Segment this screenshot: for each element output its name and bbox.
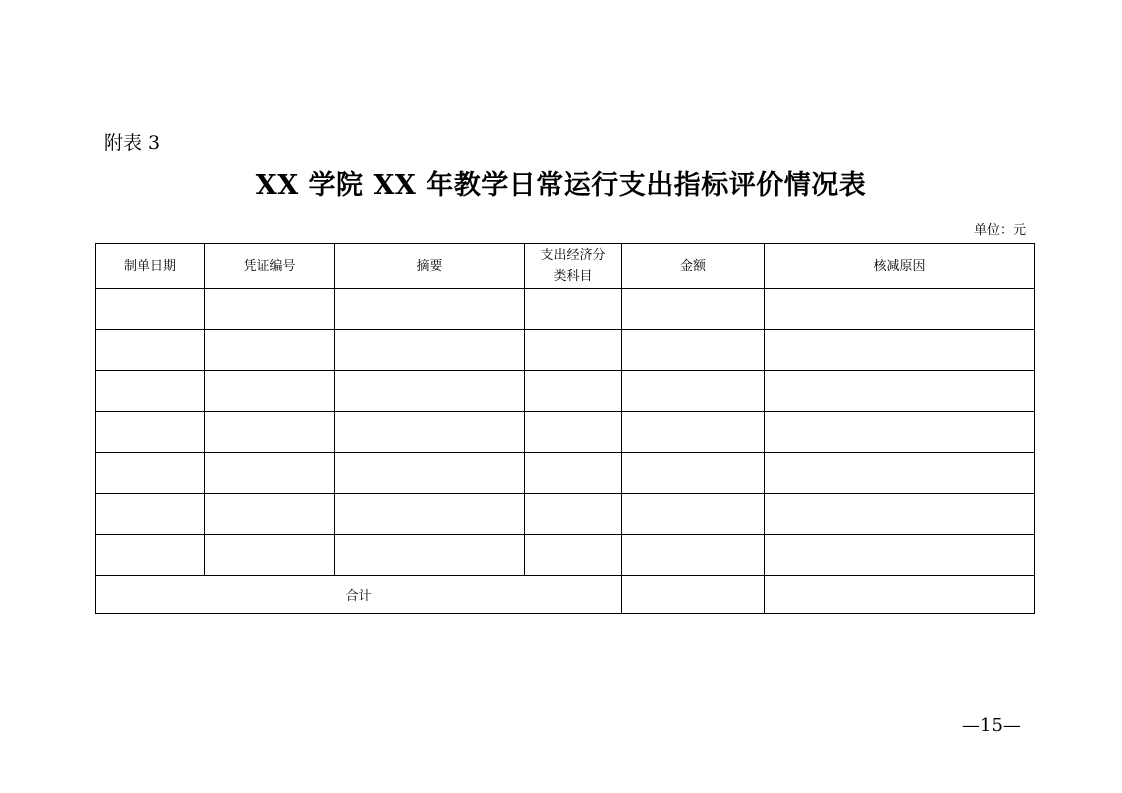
table-row bbox=[96, 535, 1035, 576]
date-cell bbox=[96, 330, 205, 371]
summary-cell bbox=[335, 494, 525, 535]
total-amount-cell bbox=[622, 576, 765, 614]
date-cell bbox=[96, 412, 205, 453]
date-cell bbox=[96, 453, 205, 494]
amount-cell bbox=[622, 289, 765, 330]
category-cell bbox=[525, 289, 622, 330]
reason-cell bbox=[765, 330, 1035, 371]
voucher-cell bbox=[205, 453, 335, 494]
voucher-cell bbox=[205, 330, 335, 371]
header-amount: 金额 bbox=[622, 244, 765, 289]
document-title: XX 学院 XX 年教学日常运行支出指标评价情况表 bbox=[255, 170, 867, 201]
voucher-cell bbox=[205, 289, 335, 330]
amount-cell bbox=[622, 412, 765, 453]
reason-cell bbox=[765, 494, 1035, 535]
category-cell bbox=[525, 535, 622, 576]
table-row bbox=[96, 494, 1035, 535]
unit-label: 单位：元 bbox=[973, 223, 1026, 238]
summary-cell bbox=[335, 330, 525, 371]
table-row bbox=[96, 412, 1035, 453]
table-row bbox=[96, 371, 1035, 412]
reason-cell bbox=[765, 453, 1035, 494]
voucher-cell bbox=[205, 535, 335, 576]
category-cell bbox=[525, 412, 622, 453]
summary-cell bbox=[335, 535, 525, 576]
reason-cell bbox=[765, 412, 1035, 453]
voucher-cell bbox=[205, 412, 335, 453]
category-cell bbox=[525, 371, 622, 412]
table-body bbox=[96, 289, 1035, 614]
amount-cell bbox=[622, 330, 765, 371]
voucher-cell bbox=[205, 371, 335, 412]
total-reason-cell bbox=[765, 576, 1035, 614]
header-expense-category-line2: 类科目 bbox=[553, 269, 593, 284]
amount-cell bbox=[622, 453, 765, 494]
header-expense-category-line1: 支出经济分 bbox=[540, 248, 606, 263]
voucher-cell bbox=[205, 494, 335, 535]
summary-cell bbox=[335, 289, 525, 330]
date-cell bbox=[96, 494, 205, 535]
table-row bbox=[96, 289, 1035, 330]
table-header-row bbox=[96, 244, 1035, 289]
annex-label: 附表 3 bbox=[104, 132, 161, 154]
reason-cell bbox=[765, 289, 1035, 330]
reason-cell bbox=[765, 371, 1035, 412]
summary-cell bbox=[335, 412, 525, 453]
page-number: —15— bbox=[962, 715, 1021, 736]
header-summary: 摘要 bbox=[335, 244, 525, 289]
header-date: 制单日期 bbox=[96, 244, 205, 289]
summary-cell bbox=[335, 453, 525, 494]
header-deduction-reason: 核减原因 bbox=[765, 244, 1035, 289]
table-row bbox=[96, 330, 1035, 371]
total-label: 合计 bbox=[96, 576, 622, 614]
category-cell bbox=[525, 453, 622, 494]
total-row bbox=[96, 576, 1035, 614]
expense-evaluation-table bbox=[95, 243, 1035, 614]
header-voucher-number: 凭证编号 bbox=[205, 244, 335, 289]
reason-cell bbox=[765, 535, 1035, 576]
amount-cell bbox=[622, 371, 765, 412]
amount-cell bbox=[622, 535, 765, 576]
table-row bbox=[96, 453, 1035, 494]
date-cell bbox=[96, 535, 205, 576]
header-expense-category bbox=[525, 244, 622, 289]
amount-cell bbox=[622, 494, 765, 535]
summary-cell bbox=[335, 371, 525, 412]
category-cell bbox=[525, 494, 622, 535]
date-cell bbox=[96, 289, 205, 330]
category-cell bbox=[525, 330, 622, 371]
date-cell bbox=[96, 371, 205, 412]
